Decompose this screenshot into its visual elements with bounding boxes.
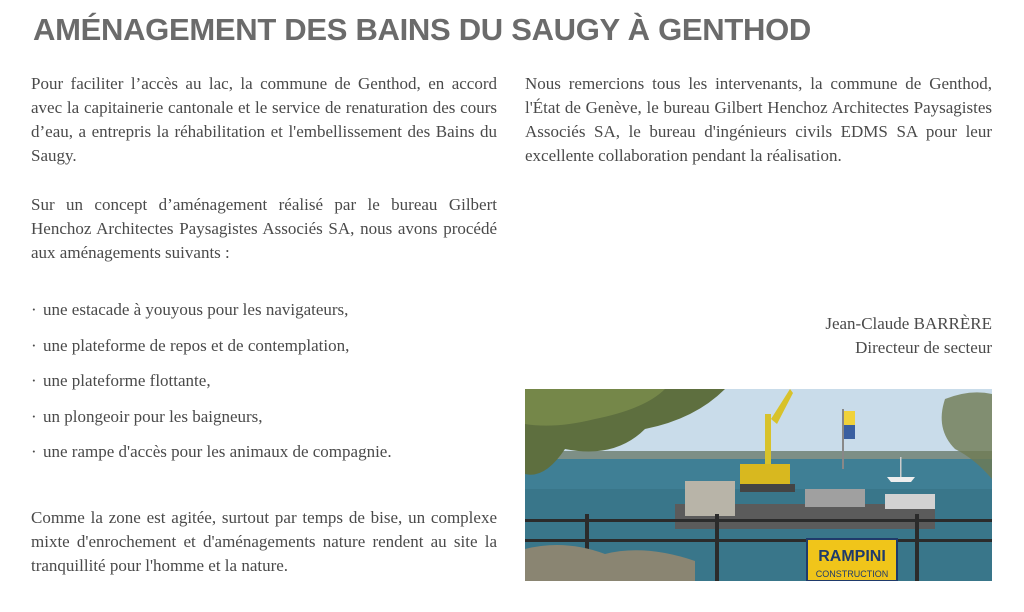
bullet-icon: · (31, 442, 37, 461)
page-title: AMÉNAGEMENT DES BAINS DU SAUGY À GENTHOD (33, 12, 811, 47)
list-item: · un plongeoir pour les baigneurs, (31, 405, 501, 429)
bullet-icon: · (31, 335, 37, 355)
thanks-paragraph: Nous remercions tous les intervenants, la commune de Genthod, l'État de Genève, le bureau Gilbert Henchoz Architectes Paysagistes Associés SA, le bureau d'ingénieurs civils EDMS SA pour leur excellente collaboration pendant la réalisation. (525, 74, 992, 165)
list-item: · une plateforme de repos et de contemplation, (31, 334, 501, 358)
signature-role: Directeur de secteur (855, 338, 992, 357)
signature-block (825, 312, 992, 360)
bullet-icon: · (31, 406, 37, 426)
construction-photo (525, 389, 992, 581)
works-list (31, 298, 501, 476)
list-item: · une rampe d'accès pour les animaux de compagnie. (31, 440, 501, 464)
right-column (525, 72, 992, 168)
sign-subtext: CONSTRUCTION (815, 569, 889, 579)
left-column (31, 72, 497, 265)
concept-paragraph: Sur un concept d’aménagement réalisé par le bureau Gilbert Henchoz Architectes Paysagistes Associés SA, nous avons procédé aux aménagements suivants : (31, 195, 497, 262)
lake-construction-image (525, 389, 992, 581)
sign-text: RAMPINI (818, 548, 886, 565)
conclusion-paragraph: Comme la zone est agitée, surtout par temps de bise, un complexe mixte d'enrochement et d'aménagements nature rendent au site la tranquillité pour l'homme et la nature. (31, 508, 497, 575)
list-item: · une plateforme flottante, (31, 369, 501, 393)
intro-paragraph: Pour faciliter l’accès au lac, la commune de Genthod, en accord avec la capitainerie cantonale et le service de renaturation des cours d’eau, a entrepris la réhabilitation et l'embellissement des Bains du Saugy. (31, 74, 497, 165)
list-item: · une estacade à youyous pour les navigateurs, (31, 298, 501, 322)
bullet-icon: · (31, 371, 37, 390)
signature-name: Jean-Claude BARRÈRE (825, 314, 992, 333)
bullet-icon: · (31, 300, 37, 319)
